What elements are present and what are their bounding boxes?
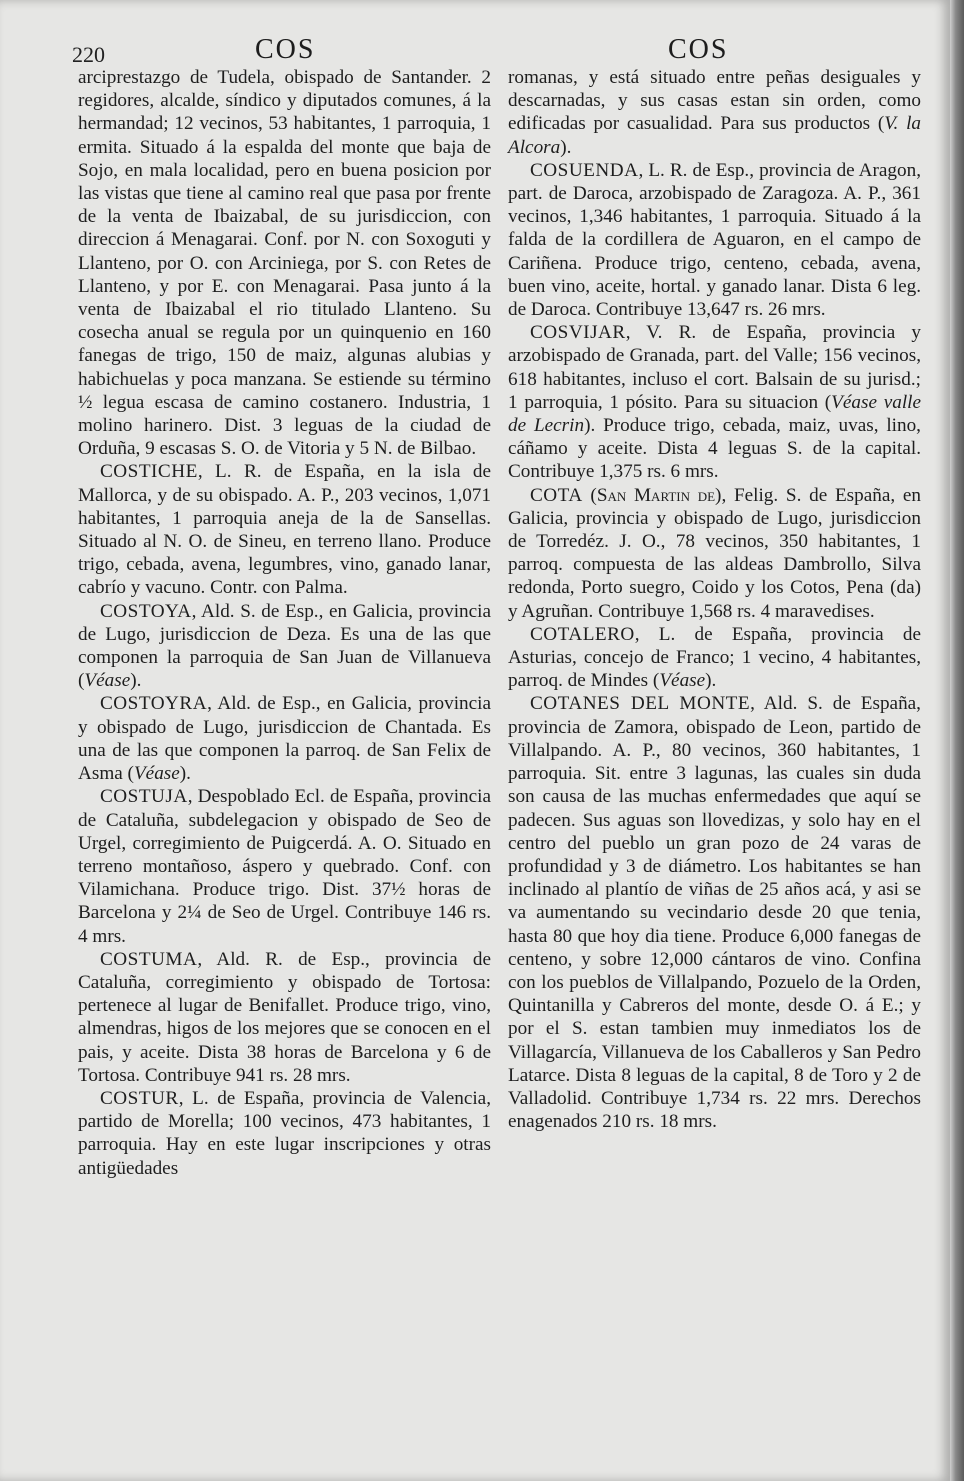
headword: COSTUMA [100,948,198,970]
entry-text: , L. de España, provincia de Valencia, partido de Morella; 100 vecinos, 473 habitantes, 1 parroquia. Hay en este lugar inscripciones y otras antigüedades [78,1087,491,1179]
entry-text: ). [179,763,191,785]
cross-reference: Véase [659,670,706,692]
headword: COSTOYA [100,600,192,622]
entry-text: romanas, y está situado entre peñas desiguales y descarnadas, y sus casas estan sin orden, como edificadas por casualidad. Para sus productos ( [508,67,921,135]
headword: COSTUR [100,1087,179,1109]
entry-text: ). [560,136,572,158]
entry-cosuenda [508,159,921,321]
entry-text: ). [130,670,142,692]
entry-text: ). [705,670,717,692]
entry-cosvijar [508,321,921,483]
entry-text: arciprestazgo de Tudela, obispado de Santander. 2 regidores, alcalde, síndico y diputados comunes, á la hermandad; 12 vecinos, 53 habitantes, 1 parroquia, 1 ermita. Situado á la espalda del monte que baja de Sojo, en mala localidad, pero en buena posicion por las vistas que tiene al camino real que pasa por frente de la venta de Ibaizabal, de su jurisdiccion, con direccion á Menagarai. Conf. por N. con Soxoguti y Llanteno, por O. con Arciniega, por S. con Retes de Llanteno, y por E. con Menagarai. Pasa junto á la venta de Ibaizabal el rio titulado Llanteno. Su cosecha anual se regula por un quinquenio en 160 fanegas de trigo, 150 de maiz, algunas alubias y habichuelas y poca manzana. Se estiende su término ½ legua escasa de camino costanero. Industria, 1 molino harinero. Dist. 3 leguas de la ciudad de Orduña, 9 escasas S. O. de Vitoria y 5 N. de Bilbao. [78,67,491,460]
cross-reference: Véase valle de Lecrin [508,391,921,437]
headword: COSTICHE [100,461,198,483]
headword-qualifier: (San Martin de) [582,484,722,506]
entry-text: , L. R. de Esp., provincia de Aragon, part. de Daroca, arzobispado de Zaragoza. A. P., 361 vecinos, 1,346 habitantes, 1 parroquia. Situado á la falda de la cordillera de Aguaron, en el campo de Cariñena. Produce trigo, centeno, cebada, avena, buen vino, aceite, hortal. y ganado lanar. Dista 6 leg. de Daroca. Contribuye 13,647 rs. 26 mrs. [508,159,921,321]
left-running-head: COS [255,34,316,65]
headword: COSUENDA [530,159,639,181]
headword: COTANES DEL MONTE [530,693,751,715]
headword: COTA [530,484,583,506]
entry-costiche [78,460,491,599]
entry-text: , V. R. de España, provincia y arzobispado de Granada, part. del Valle; 156 vecinos, 618 habitantes, incluso el cort. Balsain de su jurisd.; 1 parroquia, 1 pósito. Para su situacion ( [508,322,921,413]
cross-reference: V. la Alcora [508,113,921,158]
page-edge-shadow [950,0,964,1481]
page-number: 220 [72,42,105,67]
headword: COTALERO [530,623,635,645]
right-column [508,66,921,1133]
entry-continuation [508,66,921,159]
cross-reference: Véase [133,763,180,785]
entry-costuja [78,785,491,947]
left-column [78,66,491,1180]
entry-text: , Felig. S. de España, en Galicia, provincia y obispado de Lugo, jurisdiccion de Torredéz. J. O., 78 vecinos, 350 habitantes, 1 parroq. compuesta de las aldeas Dambrollo, Silva redonda, Porto suegro, Coido y los Cotos, Pena (da) y Agruñan. Contribuye 1,568 rs. 4 maravedises. [508,484,921,622]
headword: COSTUJA [100,786,188,808]
entry-costoya [78,600,491,693]
headword: COSTOYRA [100,693,208,715]
entry-continuation [78,66,491,460]
right-running-head: COS [668,34,729,65]
entry-text: , L. R. de España, en la isla de Mallorca, y de su obispado. A. P., 203 vecinos, 1,071 habitantes, 1 parroquia aneja de la de Sansellas. Situado al N. O. de Sineu, en terreno llano. Produce trigo, cebada, avena, legumbres, vino, ganado lanar, cabrío y vacuno. Contr. con Palma. [78,461,491,599]
entry-costoyra [78,692,491,785]
entry-costur [78,1087,491,1180]
entry-cotalero [508,623,921,693]
entry-text: , Despoblado Ecl. de España, provincia de Cataluña, subdelegacion y obispado de Seo de Urgel, corregimiento de Puigcerdá. A. O. Situado en terreno montañoso, áspero y quebrado. Conf. con Vilamichana. Produce trigo. Dist. 37½ horas de Barcelona y 2¼ de Seo de Urgel. Contribuye 146 rs. 4 mrs. [78,786,491,947]
entry-cota [508,484,921,623]
headword: COSVIJAR [530,322,626,344]
entry-text: , Ald. S. de Esp., en Galicia, provincia de Lugo, jurisdiccion de Deza. Es una de las que componen la parroquia de San Juan de Villanueva ( [78,600,491,692]
cross-reference: Véase [84,670,131,692]
entry-text: , Ald. R. de Esp., provincia de Cataluña, corregimiento y obispado de Tortosa: pertenece al lugar de Benifallet. Produce trigo, vino, almendras, higos de los mejores que se conocen en el pais, y aceite. Dista 38 horas de Barcelona y 6 de Tortosa. Contribuye 941 rs. 28 mrs. [78,948,491,1086]
entry-text: ). Produce trigo, cebada, maiz, uvas, lino, cáñamo y aceite. Dista 4 leguas S. de la capital. Contribuye 1,375 rs. 6 mrs. [508,415,921,483]
entry-text: , Ald. S. de España, provincia de Zamora, obispado de Leon, partido de Villalpando. A. P., 80 vecinos, 360 habitantes, 1 parroquia. Sit. entre 3 lagunas, las cuales sin duda son causa de las muchas enfermedades que aquí se padecen. Sus aguas son llovedizas, y solo hay en el centro del pueblo un gran pozo de 24 varas de profundidad y 3 de diámetro. Los habitantes se han inclinado al plantío de viñas de 25 años acá, y asi se va aumentando su vecindario desde 20 que tenia, hasta 80 que hoy dia tiene. Produce 6,000 fanegas de centeno, y sobre 12,000 cántaros de vino. Confina con los pueblos de Villalpando, Pozuelo de la Orden, Quintanilla y Cabreros del monte, desde O. á E.; y por el S. estan tambien muy inmediatos los de Villagarcía, Villanueva de los Caballeros y San Pedro Latarce. Dista 8 leguas de la capital, 8 de Toro y 2 de Valladolid. Contribuye 1,734 rs. 22 mrs. Derechos enagenados 210 rs. 18 mrs. [508,693,921,1133]
entry-cotanes-del-monte [508,692,921,1133]
entry-text: , L. de España, provincia de Asturias, concejo de Franco; 1 vecino, 4 habitantes, parroq. de Mindes ( [508,623,921,692]
entry-text: , Ald. de Esp., en Galicia, provincia y obispado de Lugo, jurisdiccion de Chantada. Es una de las que componen la parroq. de San Felix de Asma ( [78,693,491,785]
entry-costuma [78,948,491,1087]
